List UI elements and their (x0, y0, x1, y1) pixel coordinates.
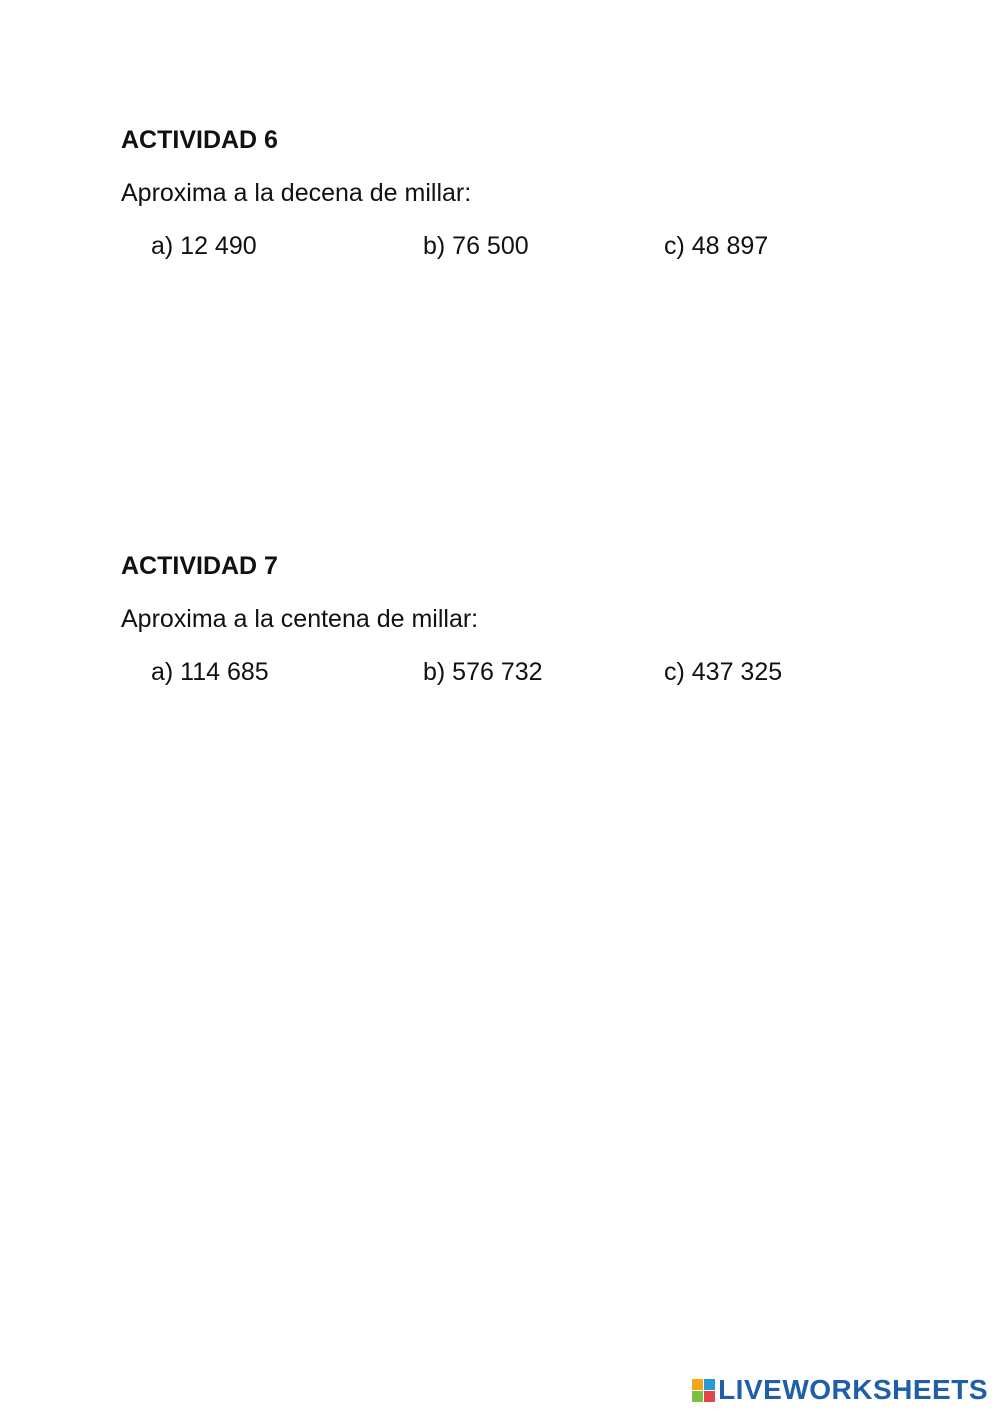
activity-heading: ACTIVIDAD 7 (121, 552, 278, 580)
exercise-items (121, 228, 901, 264)
exercise-item-c: c) 48 897 (664, 232, 769, 260)
activity-7 (121, 548, 901, 690)
liveworksheets-logo (692, 1370, 988, 1410)
exercise-items (121, 654, 901, 690)
activity-6 (121, 122, 901, 264)
exercise-item-a: a) 114 685 (151, 658, 269, 686)
logo-text: LIVEWORKSHEETS (718, 1374, 988, 1405)
exercise-item-a: a) 12 490 (151, 232, 257, 260)
exercise-item-b: b) 576 732 (423, 658, 543, 686)
liveworksheets-logo-icon (692, 1379, 715, 1402)
activity-heading: ACTIVIDAD 6 (121, 126, 278, 154)
exercise-item-b: b) 76 500 (423, 232, 529, 260)
exercise-item-c: c) 437 325 (664, 658, 783, 686)
activity-instruction: Aproxima a la centena de millar: (121, 605, 479, 633)
activity-instruction: Aproxima a la decena de millar: (121, 179, 472, 207)
